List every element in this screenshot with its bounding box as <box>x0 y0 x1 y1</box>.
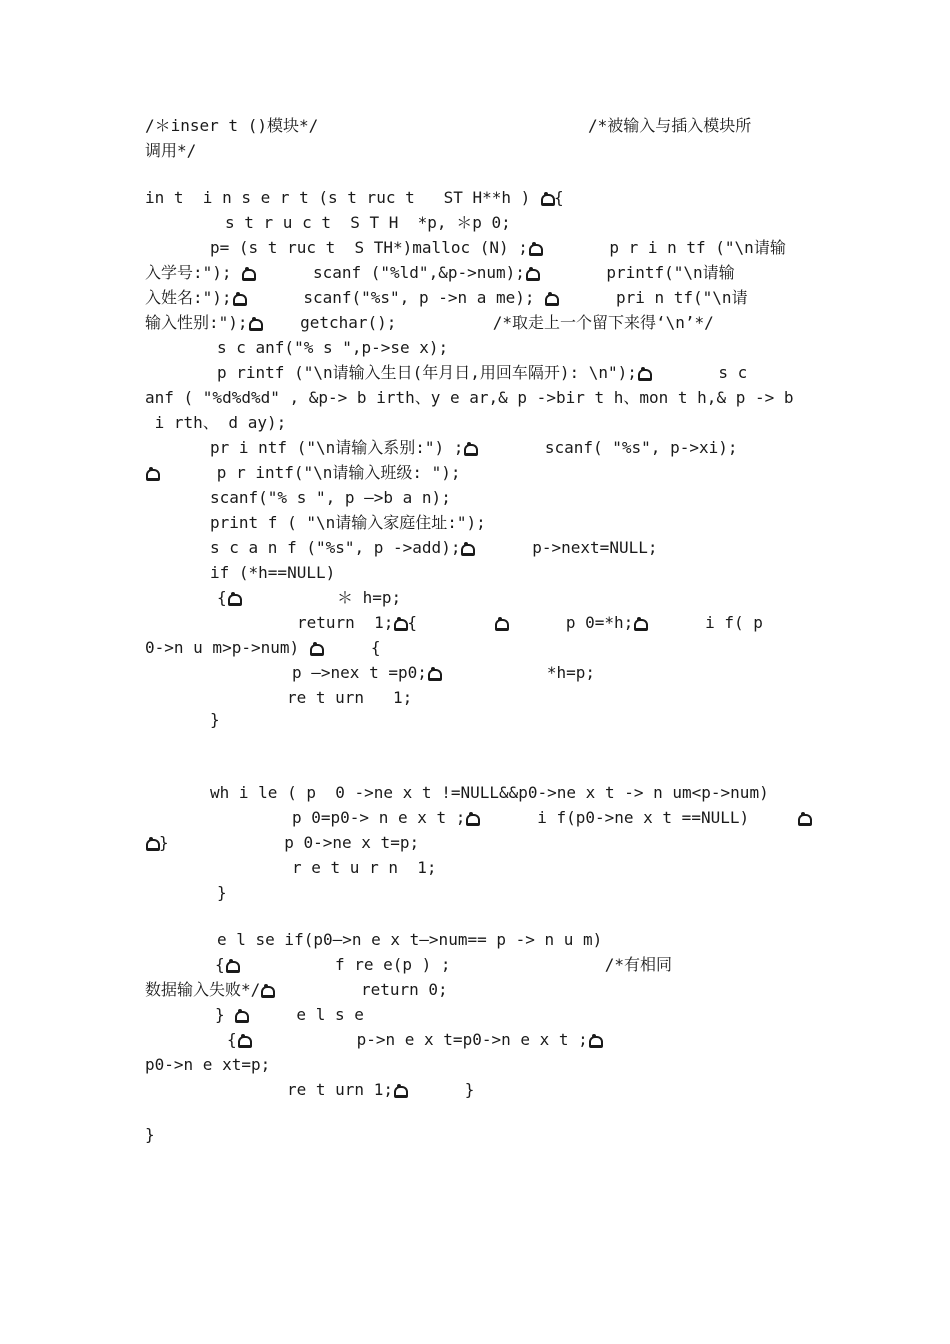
code-text: scanf ("%ld",&p->num); <box>255 263 525 282</box>
code-text: p->next=NULL; <box>474 538 658 557</box>
code-text: { <box>322 638 381 657</box>
code-text: p r i n tf ("\n请输 <box>541 238 786 257</box>
paragraph-mark-icon <box>309 642 323 654</box>
paragraph-mark-icon <box>637 367 651 379</box>
code-text: s c a n f ("%s", p ->add); <box>210 538 461 557</box>
code-text: re t urn 1; <box>287 688 413 707</box>
paragraph-mark-icon <box>260 984 274 996</box>
code-line <box>297 613 763 633</box>
code-text: s c <box>650 363 748 382</box>
code-line <box>145 313 714 333</box>
code-text: { <box>215 955 225 974</box>
code-text: p0->n e xt=p; <box>145 1055 271 1074</box>
code-text: pri n tf("\n请 <box>558 288 748 307</box>
paragraph-mark-icon <box>248 317 262 329</box>
code-text: printf("\n请输 <box>538 263 735 282</box>
code-line <box>210 438 738 458</box>
code-text: { <box>217 588 227 607</box>
paragraph-mark-icon <box>234 1009 248 1021</box>
code-text: p->n e x t=p0->n e x t ; <box>250 1030 588 1049</box>
code-line <box>292 663 595 683</box>
code-line <box>145 116 751 136</box>
code-line <box>287 688 412 708</box>
code-text: p r intf("\n请输入班级: "); <box>159 463 461 482</box>
code-text: return 1; <box>297 613 394 632</box>
code-line <box>217 883 227 903</box>
code-line <box>145 141 196 161</box>
paragraph-mark-icon <box>797 812 811 824</box>
code-line <box>145 833 419 853</box>
code-text: print f ( "\n请输入家庭住址:"); <box>210 513 486 532</box>
code-text: getchar(); /*取走上一个留下来得‘\n’*/ <box>261 313 714 332</box>
code-text: if (*h==NULL) <box>210 563 336 582</box>
code-line <box>225 213 511 233</box>
paragraph-mark-icon <box>528 242 542 254</box>
code-text: i f(p0->ne x t ==NULL) <box>479 808 798 827</box>
code-text: 数据输入失败*/ <box>145 980 261 999</box>
paragraph-mark-icon <box>393 1084 407 1096</box>
code-text: i f( p <box>647 613 763 632</box>
paragraph-mark-icon <box>588 1034 602 1046</box>
code-text: } <box>406 1080 475 1099</box>
code-text: wh i le ( p 0 ->ne x t !=NULL&&p0->ne x t -> n um<p->num) <box>210 783 769 802</box>
code-line <box>210 563 335 583</box>
paragraph-mark-icon <box>227 592 241 604</box>
code-text: 调用*/ <box>145 141 197 160</box>
code-text: } <box>217 883 227 902</box>
code-text: s t r u c t S T H *p, ＊p 0; <box>225 213 511 232</box>
paragraph-mark-icon <box>237 1034 251 1046</box>
code-text: *h=p; <box>440 663 595 682</box>
code-text: 入学号:"); <box>145 263 242 282</box>
code-text: } <box>215 1005 235 1024</box>
code-text: } <box>145 1125 155 1144</box>
code-text: scanf( "%s", p->xi); <box>477 438 738 457</box>
code-line <box>210 238 786 258</box>
code-text: 0->n u m>p->num) <box>145 638 309 657</box>
code-line <box>145 1125 155 1145</box>
code-text: ＊ h=p; <box>240 588 402 607</box>
code-line <box>217 363 747 383</box>
paragraph-mark-icon <box>460 542 474 554</box>
code-line <box>215 1005 364 1025</box>
code-line <box>145 188 564 208</box>
code-line <box>287 1080 474 1100</box>
paragraph-mark-icon <box>145 467 159 479</box>
code-text: i rth、 d ay); <box>145 413 287 432</box>
code-text: p rintf ("\n请输入生日(年月日,用回车隔开): \n"); <box>217 363 637 382</box>
code-line <box>145 413 286 433</box>
code-text: anf ( "%d%d%d" , &p-> b irth、y e ar,& p ->bir t h、mon t h,& p -> b <box>145 388 794 407</box>
paragraph-mark-icon <box>544 292 558 304</box>
code-line <box>145 980 448 1000</box>
code-text: pr i ntf ("\n请输入系别:") ; <box>210 438 464 457</box>
code-line <box>145 638 381 658</box>
code-text: { <box>227 1030 237 1049</box>
code-text: scanf("%s", p ->n a me); <box>245 288 545 307</box>
paragraph-mark-icon <box>633 617 647 629</box>
paragraph-mark-icon <box>145 837 159 849</box>
code-line <box>210 513 486 533</box>
code-line <box>145 388 794 408</box>
code-text: scanf("% s ", p —>b a n); <box>210 488 451 507</box>
paragraph-mark-icon <box>494 617 508 629</box>
code-line <box>215 955 672 975</box>
paragraph-mark-icon <box>540 192 554 204</box>
code-line <box>292 858 437 878</box>
code-text: f re e(p ) ; /*有相同 <box>238 955 672 974</box>
code-text: p 0=*h; <box>508 613 634 632</box>
code-text: r e t u r n 1; <box>292 858 437 877</box>
code-text: e l se if(p0—>n e x t—>num== p -> n u m) <box>217 930 603 949</box>
paragraph-mark-icon <box>241 267 255 279</box>
code-text: in t i n s e r t (s t ruc t ST H**h ) <box>145 188 540 207</box>
paragraph-mark-icon <box>463 442 477 454</box>
code-line <box>145 1055 270 1075</box>
code-line <box>227 1030 602 1050</box>
code-text: re t urn 1; <box>287 1080 393 1099</box>
code-text: { <box>553 188 564 207</box>
code-text: { <box>407 613 495 632</box>
code-line <box>210 710 220 730</box>
code-text: } <box>210 710 220 729</box>
code-text: return 0; <box>274 980 448 999</box>
code-text: s c anf("% s ",p->se x); <box>217 338 449 357</box>
paragraph-mark-icon <box>525 267 539 279</box>
code-line <box>145 288 748 308</box>
code-text: p 0=p0-> n e x t ; <box>292 808 466 827</box>
paragraph-mark-icon <box>427 667 441 679</box>
code-text: 输入性别:"); <box>145 313 248 332</box>
code-line <box>210 488 451 508</box>
code-text: e l s e <box>248 1005 364 1024</box>
paragraph-mark-icon <box>225 959 239 971</box>
code-line <box>217 338 448 358</box>
paragraph-mark-icon <box>232 292 246 304</box>
code-line <box>145 263 735 283</box>
code-line <box>210 538 657 558</box>
code-text: 入姓名:"); <box>145 288 232 307</box>
code-line <box>292 808 811 828</box>
code-text: p —>nex t =p0; <box>292 663 427 682</box>
code-text: } p 0->ne x t=p; <box>159 833 420 852</box>
code-line <box>217 930 602 950</box>
paragraph-mark-icon <box>393 617 407 629</box>
paragraph-mark-icon <box>465 812 479 824</box>
code-line <box>210 783 769 803</box>
code-text: /＊inser t ()模块*/ /*被输入与插入模块所 <box>145 116 752 135</box>
code-line <box>217 588 401 608</box>
code-line <box>145 463 461 483</box>
code-text: p= (s t ruc t S TH*)malloc (N) ; <box>210 238 528 257</box>
